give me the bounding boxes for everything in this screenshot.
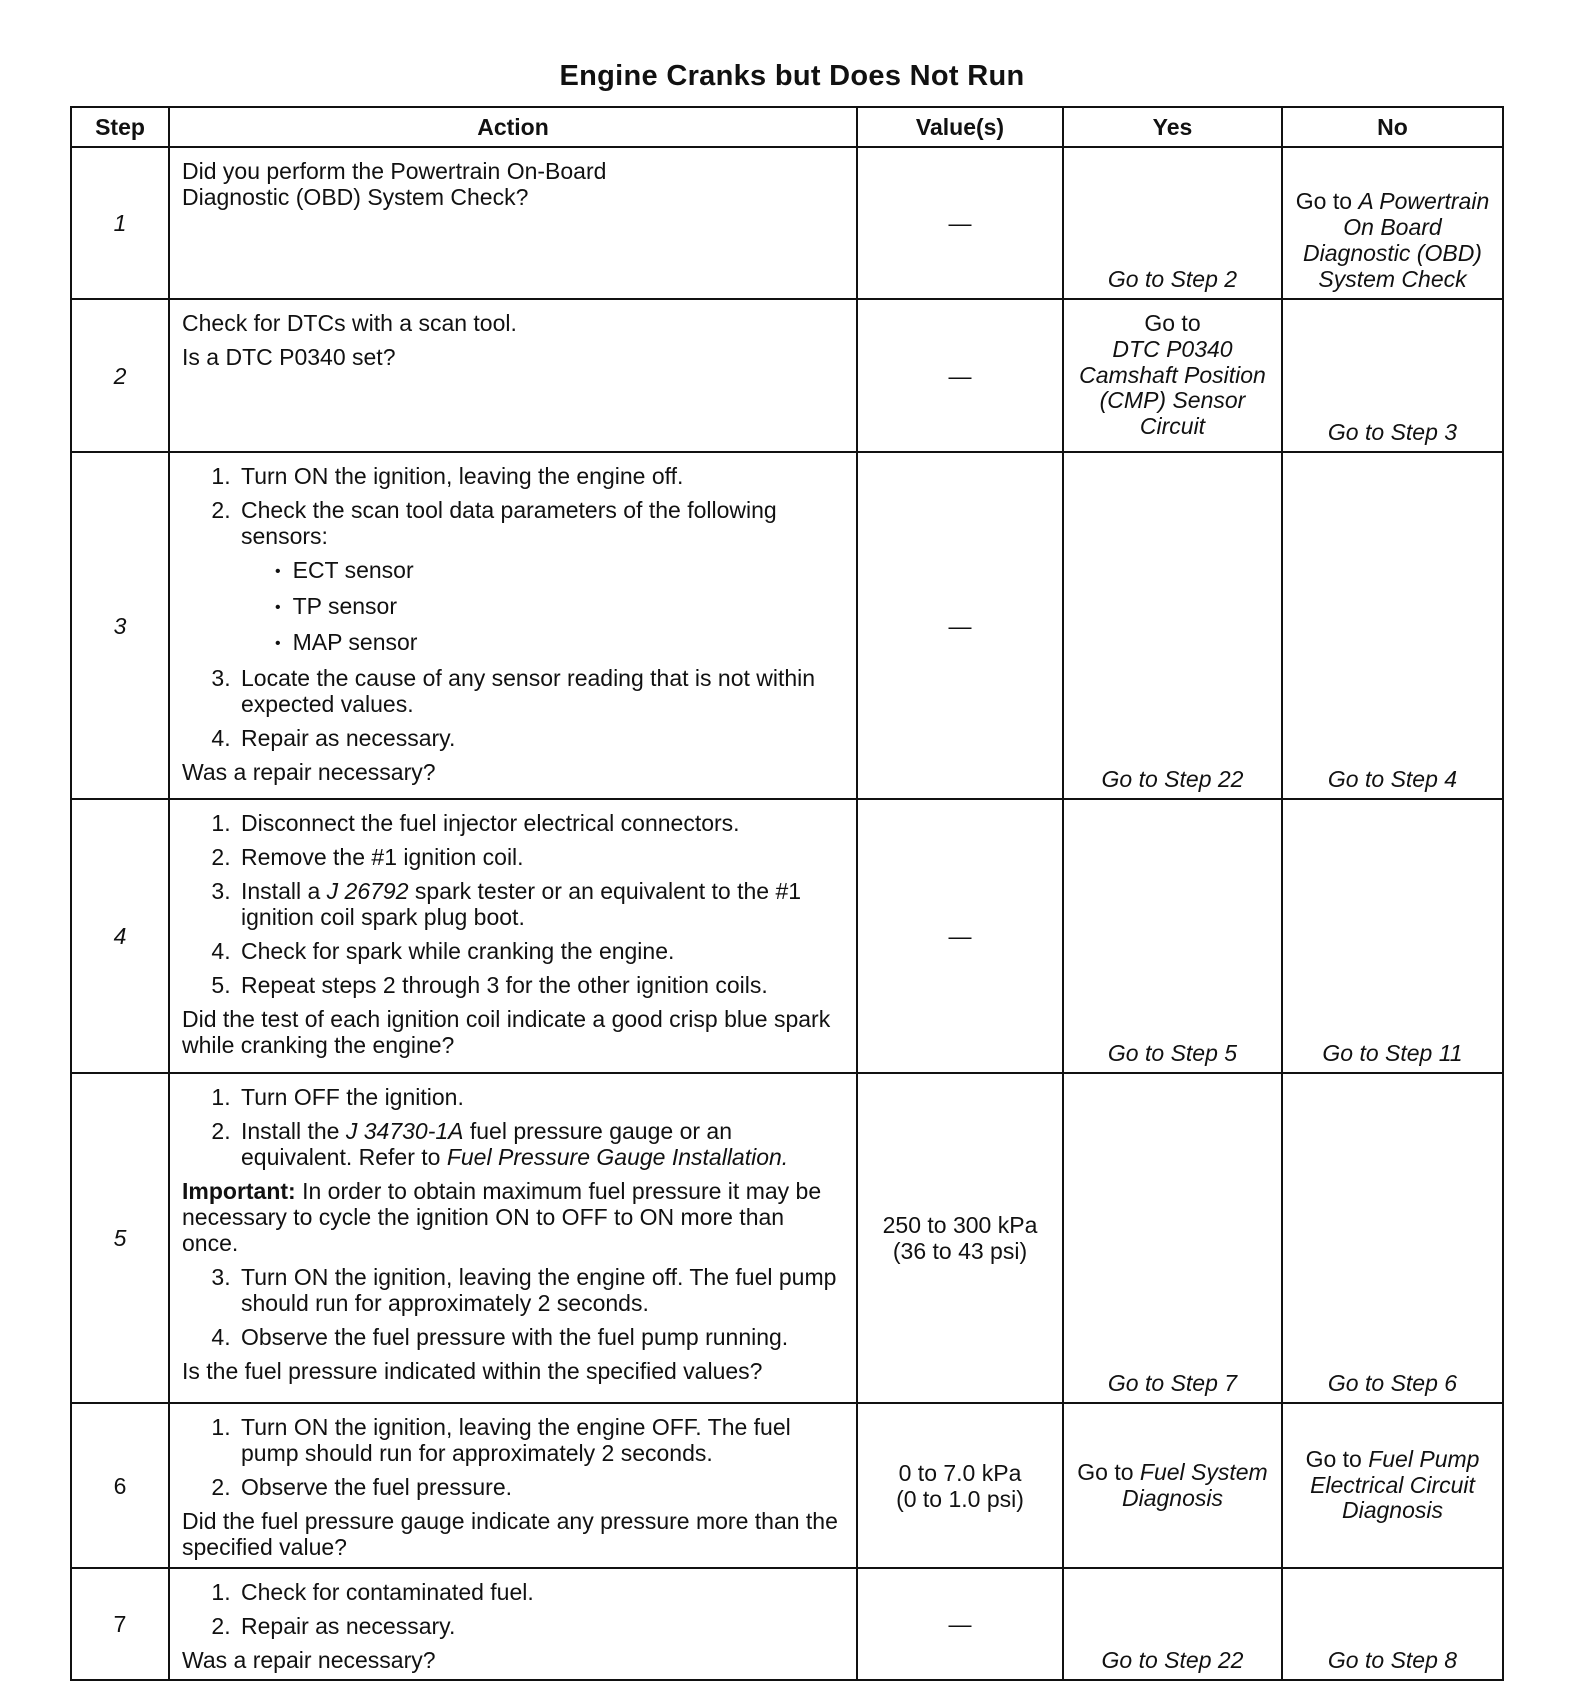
value-cell: — [857, 799, 1063, 1073]
list-item: 5. Repeat steps 2 through 3 for the other ignition coils. [237, 972, 846, 998]
action-line: Diagnostic (OBD) System Check? [182, 183, 529, 210]
action-cell [169, 1073, 857, 1403]
header-action: Action [169, 107, 857, 147]
table-row-step-6 [71, 1403, 1503, 1568]
action-cell [169, 799, 857, 1073]
list-item: 4. Observe the fuel pressure with the fuel pump running. [237, 1324, 846, 1350]
question-text: Was a repair necessary? [182, 759, 436, 786]
header-yes: Yes [1063, 107, 1282, 147]
table-row-step-5 [71, 1073, 1503, 1403]
important-note: Important: In order to obtain maximum fuel pressure it may be necessary to cycle the ignition ON to OFF to ON more than once. [182, 1177, 822, 1256]
procedure-list [182, 810, 846, 998]
list-item: 1. Turn ON the ignition, leaving the engine OFF. The fuel pump should run for approximately 2 seconds. [237, 1414, 846, 1466]
sensor-item: • ECT sensor [271, 557, 846, 583]
list-item: 2. Observe the fuel pressure. [237, 1474, 846, 1500]
procedure-reference: Fuel Pump Electrical Circuit Diagnosis [1310, 1445, 1480, 1524]
header-no: No [1282, 107, 1503, 147]
page-title: Engine Cranks but Does Not Run [559, 60, 1025, 92]
yes-cell: Go to Step 7 [1063, 1073, 1282, 1403]
list-item: 4. Check for spark while cranking the engine. [237, 938, 846, 964]
action-cell [169, 147, 857, 299]
procedure-list [182, 463, 846, 751]
question-text: Was a repair necessary? [182, 1646, 436, 1673]
header-row [71, 107, 1503, 147]
no-cell [1282, 147, 1503, 299]
step-number: 4 [71, 799, 169, 1073]
list-item: 2. Remove the #1 ignition coil. [237, 844, 846, 870]
list-item: 4. Repair as necessary. [237, 725, 846, 751]
value-cell: — [857, 452, 1063, 799]
yes-cell [1063, 1403, 1282, 1568]
tool-reference: J 26792 [326, 877, 409, 904]
step-number: 7 [71, 1568, 169, 1680]
yes-cell: Go to Step 2 [1063, 147, 1282, 299]
step-number: 2 [71, 299, 169, 452]
no-cell: Go to Step 3 [1282, 299, 1503, 452]
list-item: 2. Check the scan tool data parameters of the following sensors: • ECT sensor • TP sensor • MAP sensor [237, 497, 846, 655]
value-cell: 0 to 7.0 kPa (0 to 1.0 psi) [857, 1403, 1063, 1568]
yes-cell [1063, 299, 1282, 452]
table-row-step-7 [71, 1568, 1503, 1680]
goto-prefix: Go to [1077, 1458, 1134, 1485]
action-line: Check for DTCs with a scan tool. [182, 310, 517, 336]
yes-cell: Go to Step 22 [1063, 452, 1282, 799]
action-line: Did you perform the Powertrain On-Board [182, 158, 607, 184]
procedure-list [182, 1264, 846, 1350]
step-number: 6 [71, 1403, 169, 1568]
list-item: 2. Install the J 34730-1A fuel pressure gauge or an equivalent. Refer to Fuel Pressure Gauge Installation. [237, 1118, 846, 1170]
no-cell: Go to Step 8 [1282, 1568, 1503, 1680]
value-cell: 250 to 300 kPa (36 to 43 psi) [857, 1073, 1063, 1403]
list-item: 1. Disconnect the fuel injector electrical connectors. [237, 810, 846, 836]
goto-prefix: Go to [1295, 188, 1353, 215]
tool-reference: J 34730-1A [345, 1117, 464, 1144]
action-cell [169, 1568, 857, 1680]
no-cell: Go to Step 11 [1282, 799, 1503, 1073]
question-text: Is the fuel pressure indicated within the specified values? [182, 1357, 763, 1384]
procedure-reference: Fuel Pressure Gauge Installation. [446, 1143, 789, 1170]
list-item: 3. Install a J 26792 spark tester or an equivalent to the #1 ignition coil spark plug boot. [237, 878, 846, 930]
action-cell [169, 299, 857, 452]
step-number: 5 [71, 1073, 169, 1403]
table-row-step-1 [71, 147, 1503, 299]
procedure-reference: A Powertrain On Board Diagnostic (OBD) System Check [1303, 188, 1490, 293]
list-item: 1. Check for contaminated fuel. [237, 1579, 846, 1605]
list-item: 3. Turn ON the ignition, leaving the engine off. The fuel pump should run for approximately 2 seconds. [237, 1264, 846, 1316]
table-row-step-3 [71, 452, 1503, 799]
yes-cell: Go to Step 22 [1063, 1568, 1282, 1680]
procedure-reference: Fuel System Diagnosis [1122, 1458, 1268, 1511]
value-cell: — [857, 1568, 1063, 1680]
sensor-item: • MAP sensor [271, 629, 846, 655]
goto-prefix: Go to [1305, 1445, 1362, 1472]
value-cell: — [857, 299, 1063, 452]
important-label: Important: [182, 1177, 296, 1204]
value-cell: — [857, 147, 1063, 299]
diagnostic-table [70, 106, 1504, 1681]
question-text: Did the test of each ignition coil indicate a good crisp blue spark while cranking the engine? [182, 1005, 831, 1058]
list-item: 2. Repair as necessary. [237, 1613, 846, 1639]
sensor-list [241, 557, 846, 655]
table-row-step-4 [71, 799, 1503, 1073]
sensor-item: • TP sensor [271, 593, 846, 619]
list-item: 1. Turn ON the ignition, leaving the engine off. [237, 463, 846, 489]
list-item: 1. Turn OFF the ignition. [237, 1084, 846, 1110]
list-item: 3. Locate the cause of any sensor reading that is not within expected values. [237, 665, 846, 717]
no-cell: Go to Step 4 [1282, 452, 1503, 799]
procedure-list [182, 1414, 846, 1500]
procedure-list [182, 1084, 846, 1170]
step-number: 3 [71, 452, 169, 799]
no-cell [1282, 1403, 1503, 1568]
goto-prefix: Go to [1144, 309, 1201, 336]
action-cell [169, 1403, 857, 1568]
yes-cell: Go to Step 5 [1063, 799, 1282, 1073]
step-number: 1 [71, 147, 169, 299]
action-cell [169, 452, 857, 799]
no-cell: Go to Step 6 [1282, 1073, 1503, 1403]
header-value: Value(s) [857, 107, 1063, 147]
header-step: Step [71, 107, 169, 147]
procedure-reference: DTC P0340 Camshaft Position (CMP) Sensor Circuit [1079, 335, 1266, 440]
procedure-list [182, 1579, 846, 1639]
action-line: Is a DTC P0340 set? [182, 343, 396, 370]
table-row-step-2 [71, 299, 1503, 452]
question-text: Did the fuel pressure gauge indicate any pressure more than the specified value? [182, 1507, 838, 1560]
